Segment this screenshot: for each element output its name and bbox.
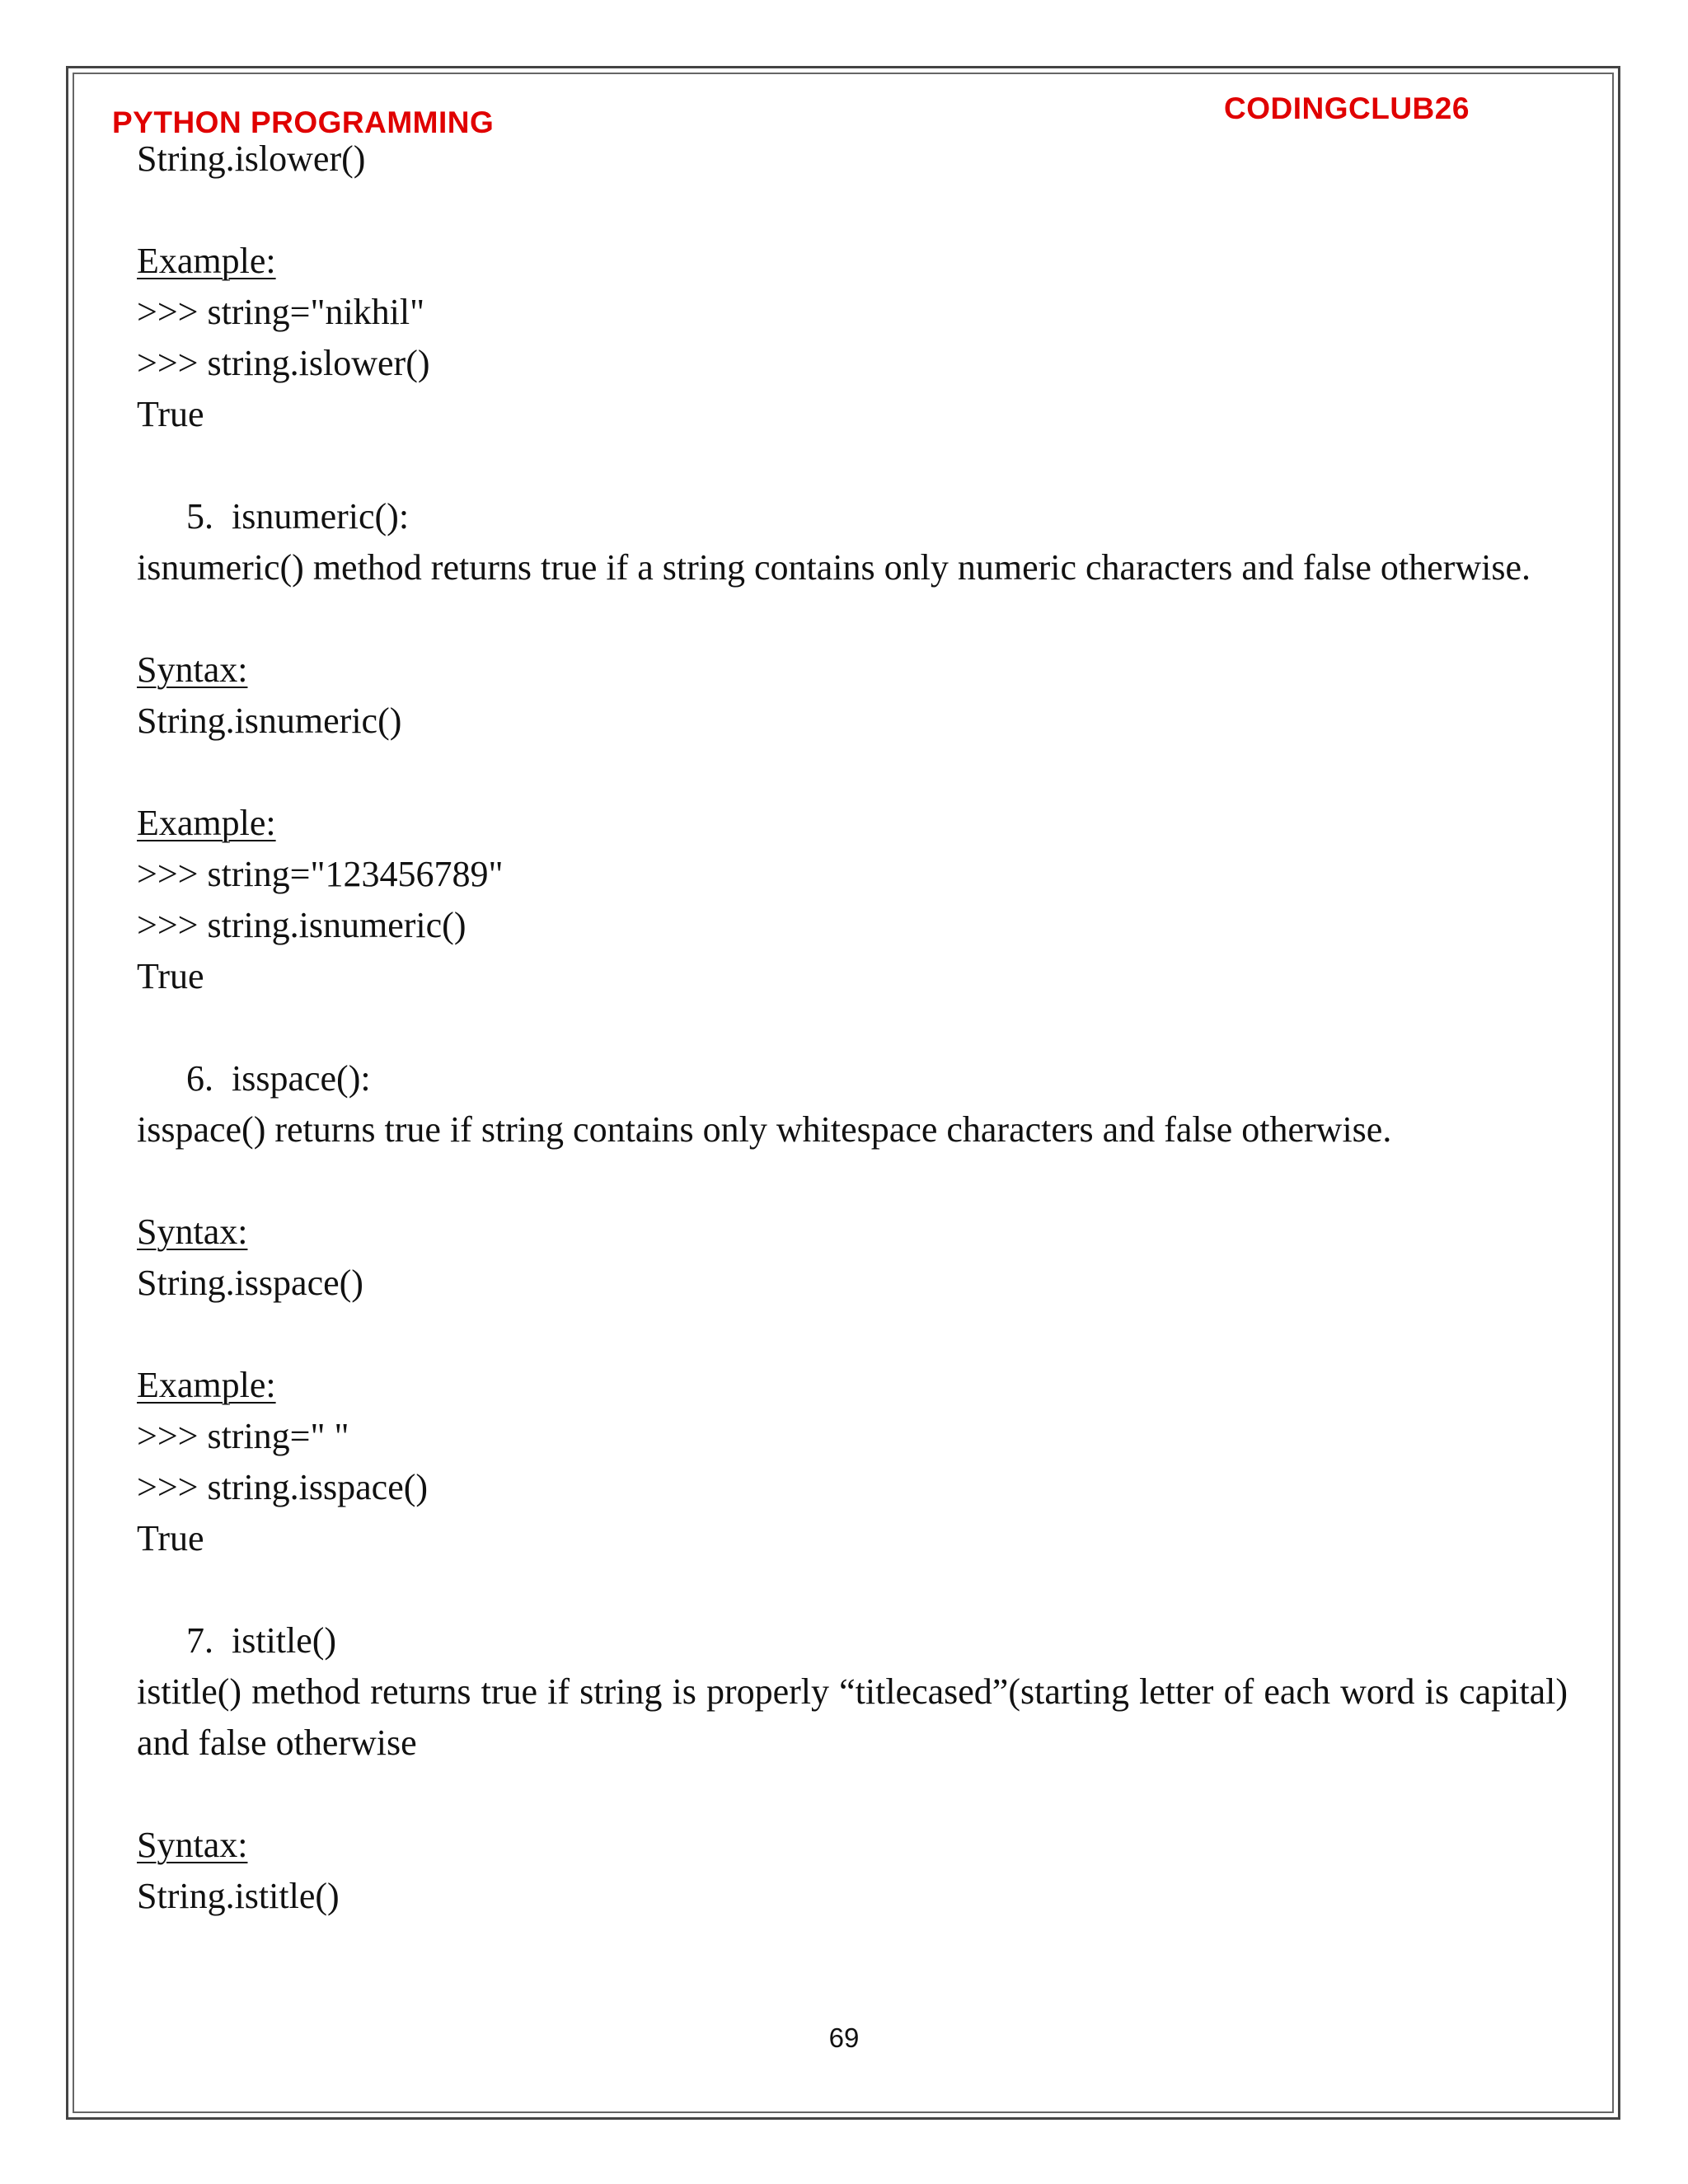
isspace-example-line-3: True <box>137 1518 204 1558</box>
islower-example-line-2: >>> string.islower() <box>137 343 430 383</box>
isspace-heading: 6. isspace(): <box>186 1058 371 1099</box>
islower-example-line-3: True <box>137 394 204 434</box>
islower-example-line-1: >>> string="nikhil" <box>137 292 425 332</box>
isnumeric-syntax-line: String.isnumeric() <box>137 701 402 741</box>
header-right-title: CODINGCLUB26 <box>1224 91 1470 125</box>
isnumeric-example-label: Example: <box>137 803 276 843</box>
isspace-syntax-line: String.isspace() <box>137 1263 363 1303</box>
isnumeric-example-line-3: True <box>137 956 204 996</box>
istitle-heading: 7. istitle() <box>186 1620 337 1661</box>
page-content <box>137 134 1568 1922</box>
isnumeric-syntax-label: Syntax: <box>137 649 248 690</box>
isspace-syntax-label: Syntax: <box>137 1212 248 1252</box>
isspace-description: isspace() returns true if string contains only whitespace characters and false otherwise. <box>137 1109 1392 1150</box>
islower-example-label: Example: <box>137 241 276 281</box>
page-number: 69 <box>828 2022 860 2053</box>
isspace-example-line-2: >>> string.isspace() <box>137 1467 429 1507</box>
islower-syntax-line: String.islower() <box>137 138 366 179</box>
isnumeric-heading: 5. isnumeric(): <box>186 496 410 537</box>
istitle-syntax-line: String.istitle() <box>137 1876 340 1916</box>
isnumeric-description: isnumeric() method returns true if a string contains only numeric characters and false otherwise. <box>137 547 1531 588</box>
isspace-example-label: Example: <box>137 1365 276 1405</box>
isnumeric-example-line-2: >>> string.isnumeric() <box>137 905 467 945</box>
istitle-syntax-label: Syntax: <box>137 1825 248 1865</box>
isspace-example-line-1: >>> string=" " <box>137 1416 349 1456</box>
istitle-description: istitle() method returns true if string is properly “titlecased”(starting letter of each word is capital) and false otherwise <box>137 1671 1568 1763</box>
header-left-title: PYTHON PROGRAMMING <box>112 105 495 139</box>
isnumeric-example-line-1: >>> string="123456789" <box>137 854 504 894</box>
